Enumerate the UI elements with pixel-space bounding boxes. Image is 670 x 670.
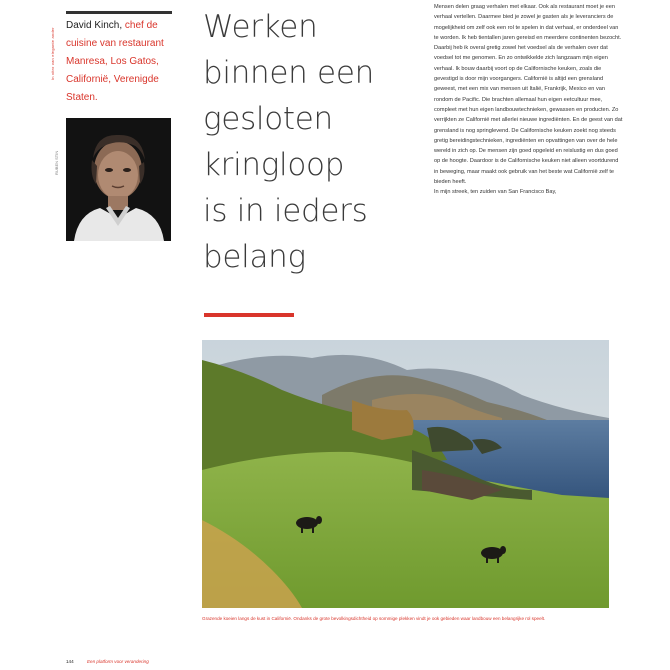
body-paragraph: In mijn streek, ten zuiden van San Francisco Bay, [434, 189, 557, 196]
author-role: chef de cuisine van restaurant Manresa, Los Gatos, Californië, Verenigde Staten. [66, 20, 164, 103]
headline-line: belang [203, 239, 306, 275]
headline-line: is in ieders [203, 193, 368, 229]
headline-line: Werken [203, 9, 318, 45]
photo-caption: Grazende koeien langs de kust in Californië. Ondanks de grote bevolkingsdichtheid op sommige plekken vindt je ook gebieden waar landbouw een belangrijke rol speelt. [202, 616, 546, 621]
author-intro [66, 17, 178, 107]
author-portrait [66, 118, 171, 241]
coastline-photo [202, 340, 609, 608]
page-number: 144 [66, 659, 74, 664]
author-name: David Kinch, [66, 20, 123, 31]
headline-accent-rule [204, 313, 294, 317]
vertical-section-label: In vitro van elegante ander [50, 27, 55, 80]
headline-line: binnen een [203, 55, 374, 91]
body-paragraph: Mensen delen graag verhalen met elkaar. Ook als restaurant moet je een verhaal vertellen. Daarmee bied je zowel je gasten als je leveranciers de mogelijkheid om zelf ook een rol te spelen in dat verhaal, er onderdeel van te worden. Ik heb tientallen jaren gereisd en meerdere continenten bezocht. Daarbij heb ik overal gretig zowel het voedsel als de verhalen over dat voedsel tot me genomen. En zo ontwikkelde zich langzaam mijn eigen verhaal. Ik bouw daarbij voort op de Californische keuken, zoals die gevestigd is door mijn voorgangers. Californië is altijd een grensland geweest, met een mix van mensen uit Italië, Frankrijk, Mexico en van rondom de Pacific. Die brachten allemaal hun eigen eetcultuur mee, compleet met hun eigen landbouwtechnieken, gewassen en producten. Zo verrijkten ze Californië met allerlei nieuwe ingrediënten. En de geest van dat grensland is nog springlevend. De Californische keuken zoekt nog steeds gretig bereidingstechnieken, ingrediënten en opvattingen van over de hele wereld in zich op. De mensen zijn goed opgeleid en reislustig en dus goed op de hoogte. Daardoor is de Californische keuken niet alleen voortdurend in beweging, maar maakt ook gebruik van het beste wat Californië zelf te bieden heeft. [434, 4, 623, 186]
page-footer [66, 659, 149, 664]
headline-line: gesloten [203, 101, 333, 137]
article-body [434, 2, 624, 198]
headline [203, 4, 408, 280]
headline-line: kringloop [203, 147, 345, 183]
photo-credit: RUBEN STIN [54, 150, 59, 175]
publication-title: Een platform voor verandering [86, 659, 149, 664]
top-rule [66, 11, 172, 14]
